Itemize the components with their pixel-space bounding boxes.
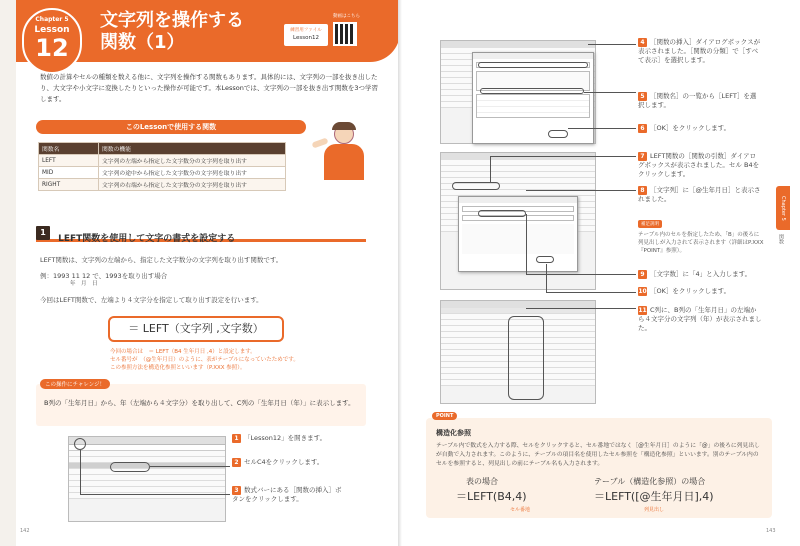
step-2	[232, 458, 362, 467]
functions-heading: このLessonで使用する関数	[125, 123, 217, 131]
example-line	[40, 272, 370, 281]
chapter-label: Chapter 5	[35, 16, 69, 23]
challenge-text: B列の「生年月日」から、年（左端から４文字分）を取り出して、C列の「生年月日（年）」に表示します。	[44, 399, 355, 407]
connector	[526, 274, 636, 275]
section1-heading	[36, 226, 366, 242]
step-number: 8	[638, 186, 647, 195]
note-line: 今回の場合は ＝ LEFT（B4 生年月日 ,4）と設定します。	[110, 349, 256, 355]
fn-desc: 文字列の右端から指定した文字数分の文字列を取り出す	[99, 179, 286, 191]
connector	[490, 156, 491, 182]
step-number: 5	[638, 92, 647, 101]
qr-code-icon	[333, 22, 357, 46]
step-6	[638, 124, 762, 133]
highlight-result-column	[508, 316, 544, 400]
connector	[150, 466, 230, 467]
step-number: 6	[638, 124, 647, 133]
highlight-b4	[452, 182, 500, 190]
intro-text: 数値の計算やセルの種類を数える他に、文字列を操作する関数もあります。具体的には、文字列の一部を抜き出したり、大文字や小文字に変換したりといった操作が可能です。本Lessonでは、文字列の一部を抜き出す関数を3つ学習します。	[40, 73, 378, 103]
page-number-right: 143	[766, 528, 776, 534]
sample-file-label: 練習用ファイル	[290, 28, 322, 33]
page-number-left: 142	[20, 528, 30, 534]
case1-label: 表の場合	[466, 477, 498, 486]
sample-file-box	[284, 24, 328, 46]
step-number: 9	[638, 270, 647, 279]
example-units: 年 月 日	[70, 281, 98, 287]
highlight-ok2	[536, 256, 554, 263]
step-text: ［関数の挿入］ダイアログボックスが表示されました。［関数の分類］で［すべて表示］を選択します。	[638, 38, 761, 64]
step-11	[638, 306, 762, 333]
tip-label: 補足説明	[638, 220, 662, 228]
step-text: 数式バーにある［関数の挿入］ボタンをクリックします。	[232, 486, 342, 503]
connector	[80, 450, 81, 494]
step-text: ［文字列］に［@生年月日］と表示されました。	[638, 186, 761, 203]
step-4	[638, 38, 762, 65]
point-box	[426, 413, 772, 518]
side-tab-chapter: Chapter 5	[780, 195, 786, 221]
col-name: 関数名	[39, 143, 99, 155]
step-7	[638, 152, 762, 179]
connector	[526, 214, 527, 274]
lesson-number: 12	[35, 34, 69, 62]
connector	[568, 128, 636, 129]
fn-name: LEFT	[39, 155, 99, 167]
connector	[526, 308, 636, 309]
point-title: 構造化参照	[436, 429, 471, 437]
step-text: ［OK］をクリックします。	[650, 287, 731, 295]
connector	[588, 44, 636, 45]
step-text: ［文字数］に「4」と入力します。	[650, 270, 752, 278]
tip-box	[638, 210, 764, 255]
step-text: ［関数名］の一覧から［LEFT］を選択します。	[638, 92, 757, 109]
highlight-cell	[110, 462, 150, 472]
functions-heading-bar	[36, 120, 306, 134]
case2-formula: ＝LEFT([@生年月日],4)	[594, 490, 714, 503]
qr-caption: 動画はこちら	[333, 14, 360, 19]
gutter	[398, 0, 402, 546]
step-text: セルC4をクリックします。	[244, 458, 324, 466]
left-margin-bar	[0, 0, 16, 546]
side-tab	[776, 186, 790, 230]
step-text: LEFT関数の［関数の引数］ダイアログボックスが表示されました。セル B4をクリックします。	[638, 152, 760, 178]
lesson-badge	[22, 8, 82, 74]
challenge-box	[36, 384, 366, 426]
point-badge: POINT	[432, 412, 457, 420]
functions-table	[38, 142, 286, 191]
title-line2: 関数（1）	[100, 32, 185, 53]
formula-box	[108, 316, 284, 342]
step-3	[232, 486, 342, 504]
step-text: ［OK］をクリックします。	[650, 124, 731, 132]
fn-name: MID	[39, 167, 99, 179]
highlight-fx	[74, 438, 86, 450]
tip-text: テーブル内のセルを指定したため、「B」の後ろに列見出しが入力されて表示されます（詳細はP.XXX『POINT』参照）。	[638, 232, 764, 254]
step-text: 「Lesson12」を開きます。	[244, 434, 327, 442]
example-text: 1993 11 12 で、1993を取り出す場合	[53, 272, 168, 280]
connector	[80, 494, 230, 495]
connector	[526, 190, 636, 191]
example-label: 例：	[40, 272, 53, 280]
challenge-label: この操作にチャレンジ！	[40, 379, 110, 389]
fn-desc: 文字列の左端から指定した文字数分の文字列を取り出す	[99, 155, 286, 167]
step-9	[638, 270, 762, 279]
step-number: 7	[638, 152, 647, 161]
highlight-ok	[548, 130, 568, 138]
step-number: 1	[232, 434, 241, 443]
lesson-word: Lesson	[34, 25, 70, 35]
step-number: 4	[638, 38, 647, 47]
highlight-left	[480, 88, 584, 94]
step-5	[638, 92, 762, 110]
case1-note: セル番地	[510, 507, 531, 513]
instructor-illustration	[312, 122, 372, 184]
step-number: 11	[638, 307, 647, 314]
connector	[546, 264, 547, 292]
section-number: 1	[36, 226, 50, 240]
step-number: 2	[232, 458, 241, 467]
connector	[490, 156, 636, 157]
note-line: セル番号が （@生年月日）のように、表がテーブルになっていたためです。	[110, 357, 299, 363]
dialog-function-arguments	[458, 196, 578, 272]
side-tab-label: 関数	[778, 234, 784, 244]
sample-file-name: Lesson12	[293, 35, 319, 41]
fn-name: RIGHT	[39, 179, 99, 191]
highlight-string	[478, 210, 526, 217]
section-title: LEFT関数を使用して文字の書式を設定する	[58, 234, 236, 244]
step-text: C列に、B列の「生年月日」の左端から４文字分の文字列（年）が表示されました。	[638, 306, 762, 332]
case2-label: テーブル（構造化参照）の場合	[594, 477, 706, 486]
fn-desc: 文字列の途中から指定した文字数分の文字列を取り出す	[99, 167, 286, 179]
section1-para1: LEFT関数は、文字列の左端から、指定した文字数分の文字列を取り出す関数です。	[40, 256, 283, 264]
step-number: 3	[232, 486, 241, 495]
case2-note: 列見出し	[644, 507, 665, 513]
page-title	[100, 10, 244, 54]
connector	[584, 92, 636, 93]
step-1	[232, 434, 362, 443]
formula-note	[110, 348, 370, 372]
step-number: 10	[638, 288, 647, 295]
step-10	[638, 287, 762, 296]
col-desc: 関数の機能	[99, 143, 286, 155]
title-line1: 文字列を操作する	[100, 10, 244, 31]
formula-text: ＝ LEFT（文字列 ,文字数）	[128, 322, 264, 335]
connector	[546, 292, 636, 293]
highlight-category	[478, 62, 588, 68]
screenshot-lesson12	[68, 436, 226, 522]
point-text: テーブル内で数式を入力する際、セルをクリックすると、セル番地ではなく［@生年月日］のように「@」の後ろに列見出しが自動で入力されます。このように、テーブルの項目名を使用したセル参照を「構造化参照」といいます。別のテーブル内のセルを参照すると、列見出しの前にテーブル名も入力されます。	[436, 443, 760, 467]
case1-formula: ＝LEFT(B4,4)	[456, 490, 527, 503]
step-8	[638, 186, 762, 204]
section1-para2: 今回はLEFT関数で、左端より４文字分を指定して取り出す設定を行います。	[40, 296, 263, 304]
note-line: この参照方法を構造化参照といいます（P.XXX 参照）。	[110, 365, 246, 371]
